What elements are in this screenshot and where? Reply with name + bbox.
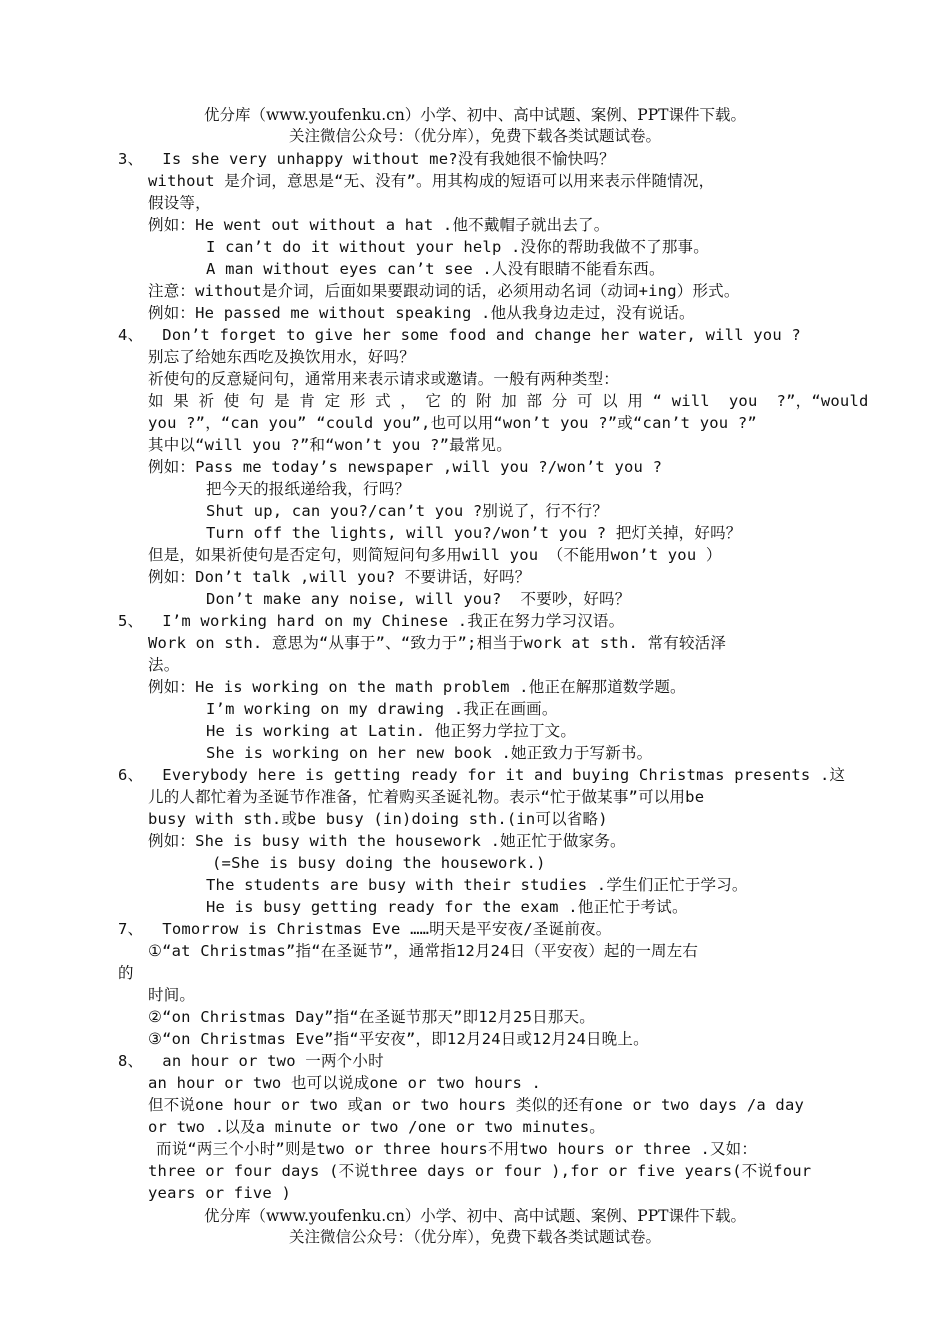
body-line: 其中以“will you ?”和“won’t you ?”最常见。 [148, 436, 512, 454]
example-line: He is busy getting ready for the exam .他正忙于考试。 [206, 898, 688, 916]
body-line: busy with sth.或be busy (in)doing sth.(in可以省略) [148, 810, 608, 828]
example-line: 例如：Pass me today’s newspaper ,will you ?/won’t you ? [148, 458, 663, 476]
body-line: three or four days (不说three days or four ),for or five years(不说four [148, 1162, 812, 1180]
body-line: 的 [118, 964, 134, 982]
example-line: She is working on her new book .她正致力于写新书。 [206, 744, 653, 762]
note-line: 注意：without是介词，后面如果要跟动词的话，必须用动名词（动词+ing）形式。 [148, 282, 740, 300]
footer-line-1: 优分库（www.youfenku.cn）小学、初中、高中试题、案例、PPT课件下载。 [203, 1207, 747, 1225]
body-line: 如 果 祈 使 句 是 肯 定 形 式 ， 它 的 附 加 部 分 可 以 用 “ will you ?”，“would [148, 392, 869, 410]
body-line: you ?”，“can you” “could you”,也可以用“won’t you ?”或“can’t you ?” [148, 414, 757, 432]
body-line: ③“on Christmas Eve”指“平安夜”，即12月24日或12月24日晚上。 [148, 1030, 649, 1048]
example-line: 例如：He went out without a hat .他不戴帽子就出去了。 [148, 216, 610, 234]
example-line: Shut up, can you?/can’t you ?别说了，行不行？ [206, 502, 609, 520]
example-line: (=She is busy doing the housework.) [212, 854, 546, 872]
header-line-2: 关注微信公众号：（优分库），免费下载各类试题试卷。 [288, 127, 661, 145]
example-line: The students are busy with their studies .学生们正忙于学习。 [206, 876, 748, 894]
body-line: 法。 [148, 656, 180, 674]
footer-line-2: 关注微信公众号：（优分库），免费下载各类试题试卷。 [288, 1228, 661, 1246]
item-8-title: 8、 an hour or two 一两个小时 [118, 1052, 384, 1070]
example-line: I can’t do it without your help .没你的帮助我做不了那事。 [206, 238, 709, 256]
example-line: Don’t make any noise, will you? 不要吵，好吗？ [206, 590, 631, 608]
body-line: 但不说one hour or two 或an or two hours 类似的还有one or two days /a day [148, 1096, 805, 1114]
example-line: 把今天的报纸递给我，行吗？ [206, 480, 411, 498]
body-line: 而说“两三个小时”则是two or three hours不用two hours or three .又如： [156, 1140, 758, 1158]
item-5-title: 5、 I’m working hard on my Chinese .我正在努力学习汉语。 [118, 612, 625, 630]
body-line: 儿的人都忙着为圣诞节作准备，忙着购买圣诞礼物。表示“忙于做某事”可以用be [148, 788, 705, 806]
body-line: 别忘了给她东西吃及换饮用水，好吗？ [148, 348, 415, 366]
body-line: 但是，如果祈使句是否定句，则简短问句多用will you （不能用won’t you ） [148, 546, 722, 564]
example-line: 例如：She is busy with the housework .她正忙于做家务。 [148, 832, 626, 850]
header-line-1: 优分库（www.youfenku.cn）小学、初中、高中试题、案例、PPT课件下载。 [203, 106, 747, 124]
body-line: Work on sth. 意思为“从事于”、“致力于”;相当于work at sth. 常有较活泽 [148, 634, 727, 652]
body-line: ①“at Christmas”指“在圣诞节”，通常指12月24日（平安夜）起的一周左右 [148, 942, 699, 960]
example-line: 例如：He is working on the math problem .他正在解那道数学题。 [148, 678, 686, 696]
body-line: 假设等， [148, 194, 211, 212]
example-line: 例如：He passed me without speaking .他从我身边走过，没有说话。 [148, 304, 695, 322]
body-line: an hour or two 也可以说成one or two hours . [148, 1074, 542, 1092]
body-line: years or five ) [148, 1184, 291, 1202]
body-line: without 是介词，意思是“无、没有”。用其构成的短语可以用来表示伴随情况， [148, 172, 715, 190]
item-6-title: 6、 Everybody here is getting ready for it and buying Christmas presents .这 [118, 766, 846, 784]
example-line: Turn off the lights, will you?/won’t you ? 把灯关掉，好吗？ [206, 524, 742, 542]
item-3-title: 3、 Is she very unhappy without me?没有我她很不愉快吗？ [118, 150, 615, 168]
body-line: ②“on Christmas Day”指“在圣诞节那天”即12月25日那天。 [148, 1008, 595, 1026]
example-line: I’m working on my drawing .我正在画画。 [206, 700, 558, 718]
body-line: or two .以及a minute or two /one or two minutes。 [148, 1118, 605, 1136]
item-7-title: 7、 Tomorrow is Christmas Eve ……明天是平安夜/圣诞前夜。 [118, 920, 612, 938]
example-line: 例如：Don’t talk ,will you? 不要讲话，好吗？ [148, 568, 531, 586]
item-4-title: 4、 Don’t forget to give her some food and change her water, will you ? [118, 326, 801, 344]
body-line: 时间。 [148, 986, 196, 1004]
body-line: 祈使句的反意疑问句，通常用来表示请求或邀请。一般有两种类型： [148, 370, 620, 388]
example-line: A man without eyes can’t see .人没有眼睛不能看东西。 [206, 260, 665, 278]
example-line: He is working at Latin. 他正努力学拉丁文。 [206, 722, 577, 740]
